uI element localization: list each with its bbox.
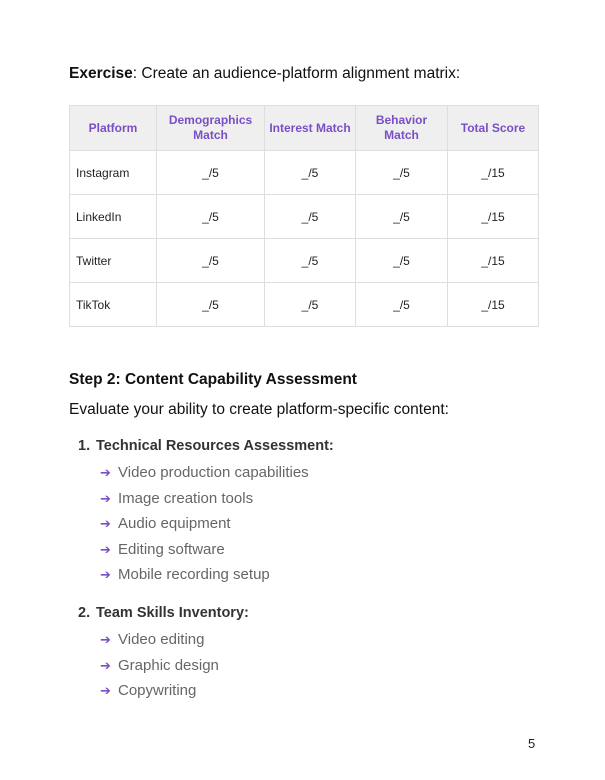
list-item: ➔ Editing software bbox=[100, 540, 225, 558]
platform-cell: TikTok bbox=[70, 283, 157, 327]
numbered-list-item-2 bbox=[78, 605, 249, 708]
exercise-prompt bbox=[69, 65, 460, 83]
header-demographics-match: Demographics Match bbox=[157, 106, 265, 151]
platform-cell: Instagram bbox=[70, 151, 157, 195]
score-cell: _/5 bbox=[265, 239, 356, 283]
section-intro: Evaluate your ability to create platform-specific content: bbox=[69, 401, 449, 418]
score-cell: _/5 bbox=[157, 239, 265, 283]
list-title: Technical Resources Assessment: bbox=[96, 438, 334, 454]
arrow-right-icon: ➔ bbox=[100, 490, 111, 506]
header-interest-match: Interest Match bbox=[265, 106, 356, 151]
score-cell: _/5 bbox=[265, 283, 356, 327]
list-item: ➔ Image creation tools bbox=[100, 489, 254, 507]
table-header-row bbox=[70, 106, 539, 151]
list-item: ➔ Audio equipment bbox=[100, 515, 231, 532]
score-cell: _/5 bbox=[356, 239, 448, 283]
score-cell: _/5 bbox=[265, 195, 356, 239]
table-row bbox=[70, 151, 539, 195]
arrow-right-icon: ➔ bbox=[100, 541, 111, 557]
score-cell: _/5 bbox=[356, 195, 448, 239]
table-row bbox=[70, 195, 539, 239]
arrow-right-icon: ➔ bbox=[100, 657, 111, 673]
page-number: 5 bbox=[528, 736, 536, 751]
score-cell: _/5 bbox=[157, 151, 265, 195]
header-total-score: Total Score bbox=[448, 106, 539, 151]
list-number: 2. bbox=[78, 605, 91, 621]
list-item: ➔ Mobile recording setup bbox=[100, 566, 270, 583]
platform-cell: LinkedIn bbox=[70, 195, 157, 239]
total-cell: _/15 bbox=[448, 195, 539, 239]
arrow-right-icon: ➔ bbox=[100, 683, 111, 698]
table-row bbox=[70, 283, 539, 327]
total-cell: _/15 bbox=[448, 151, 539, 195]
list-item: ➔ Video production capabilities bbox=[100, 464, 309, 481]
score-cell: _/5 bbox=[157, 195, 265, 239]
list-item: ➔ Graphic design bbox=[100, 656, 219, 674]
arrow-right-icon: ➔ bbox=[100, 516, 111, 531]
exercise-label: Exercise bbox=[69, 65, 133, 82]
table-row bbox=[70, 239, 539, 283]
section-heading: Step 2: Content Capability Assessment bbox=[69, 371, 357, 388]
header-platform: Platform bbox=[70, 106, 157, 151]
header-behavior-match: Behavior Match bbox=[356, 106, 448, 151]
score-cell: _/5 bbox=[356, 151, 448, 195]
numbered-list-item-1 bbox=[78, 438, 334, 592]
total-cell: _/15 bbox=[448, 283, 539, 327]
arrow-right-icon: ➔ bbox=[100, 567, 111, 582]
score-cell: _/5 bbox=[356, 283, 448, 327]
score-cell: _/5 bbox=[157, 283, 265, 327]
exercise-text: : Create an audience-platform alignment matrix: bbox=[132, 65, 461, 82]
total-cell: _/15 bbox=[448, 239, 539, 283]
score-cell: _/5 bbox=[265, 151, 356, 195]
list-item: ➔ Copywriting bbox=[100, 682, 197, 699]
list-number: 1. bbox=[78, 438, 91, 454]
platform-cell: Twitter bbox=[70, 239, 157, 283]
alignment-matrix-table bbox=[69, 105, 539, 327]
arrow-right-icon: ➔ bbox=[100, 632, 111, 647]
arrow-right-icon: ➔ bbox=[100, 465, 111, 480]
list-title: Team Skills Inventory: bbox=[96, 605, 249, 621]
list-item: ➔ Video editing bbox=[100, 631, 205, 648]
